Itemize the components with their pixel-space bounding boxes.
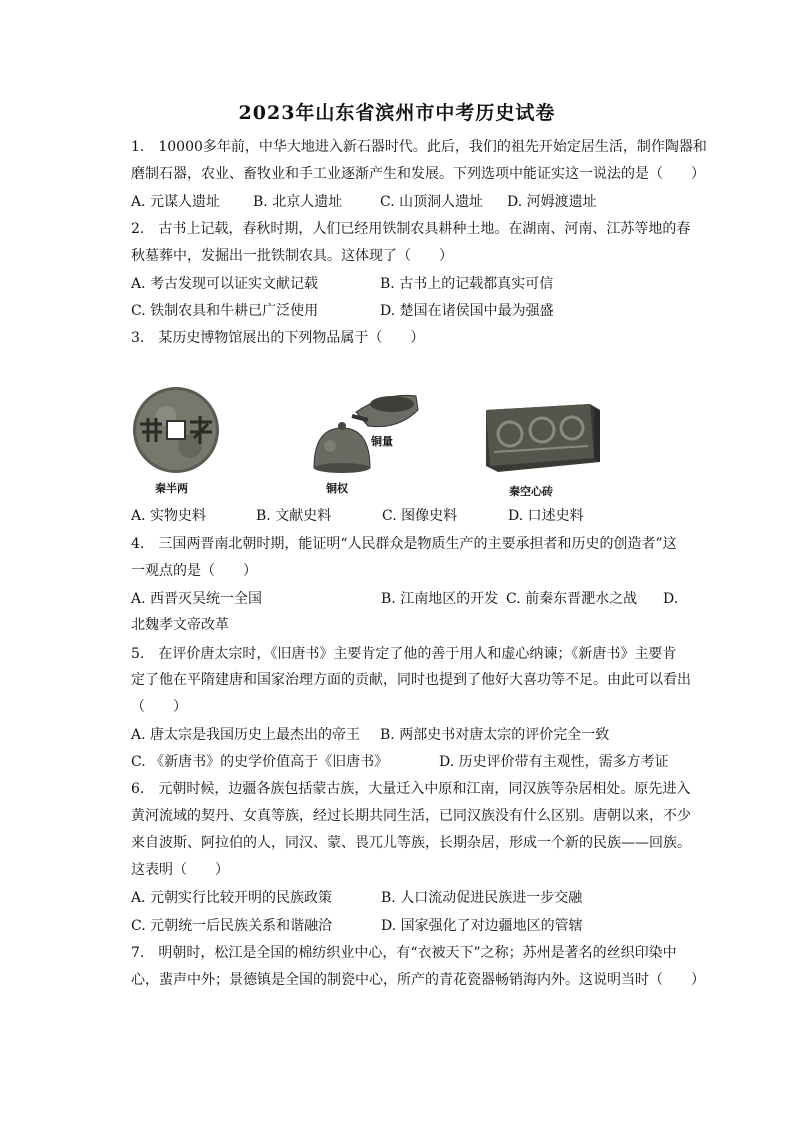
q4-option-b[interactable]: B. 江南地区的开发 xyxy=(381,591,499,607)
q6-option-a[interactable]: A. 元朝实行比较开明的民族政策 xyxy=(131,890,333,906)
q1-stem-line1: 1. 10000多年前，中华大地进入新石器时代。此后，我们的祖先开始定居生活，制作陶器和 xyxy=(131,139,707,155)
q1-option-d[interactable]: D. 河姆渡遗址 xyxy=(507,194,597,210)
q3-stem-line1: 3. 某历史博物馆展出的下列物品属于（ ） xyxy=(131,330,425,346)
q5-option-c[interactable]: C. 《新唐书》的史学价值高于《旧唐书》 xyxy=(131,754,389,770)
q4-option-d-letter[interactable]: D. xyxy=(663,591,679,607)
q1-option-b[interactable]: B. 北京人遗址 xyxy=(253,194,343,210)
q6-stem-line3: 来自波斯、阿拉伯的人，同汉、蒙、畏兀儿等族，长期杂居，形成一个新的民族——回族。 xyxy=(131,835,691,851)
q1-stem-line2: 磨制石器，农业、畜牧业和手工业逐渐产生和发展。下列选项中能证实这一说法的是（ ） xyxy=(131,166,705,182)
bronze-weight-measure-image xyxy=(306,390,424,482)
q5-option-a[interactable]: A. 唐太宗是我国历史上最杰出的帝王 xyxy=(131,727,361,743)
q2-option-c[interactable]: C. 铁制农具和牛耕已广泛使用 xyxy=(131,303,319,319)
q6-stem-line4: 这表明（ ） xyxy=(131,862,229,878)
qin-hollow-brick-image xyxy=(480,400,604,476)
caption-bronze-weight: 铜权 xyxy=(326,482,348,495)
q5-stem-line1: 5. 在评价唐太宗时，《旧唐书》主要肯定了他的善于用人和虚心纳谏；《新唐书》主要肯 xyxy=(131,646,677,662)
q5-stem-line2: 定了他在平隋建唐和国家治理方面的贡献，同时也提到了他好大喜功等不足。由此可以看出 xyxy=(131,672,691,688)
qin-banliang-coin-image xyxy=(128,386,228,478)
q7-stem-line1: 7. 明朝时，松江是全国的棉纺织业中心，有“衣被天下”之称；苏州是著名的丝织印染中 xyxy=(131,945,677,961)
q2-stem-line2: 秋墓葬中，发掘出一批铁制农具。这体现了（ ） xyxy=(131,248,453,264)
q3-option-d[interactable]: D. 口述史料 xyxy=(508,508,584,524)
q3-option-b[interactable]: B. 文献史料 xyxy=(256,508,332,524)
q1-option-c[interactable]: C. 山顶洞人遗址 xyxy=(380,194,484,210)
caption-bronze-measure: 铜量 xyxy=(371,435,393,448)
caption-qin-hollow-brick: 秦空心砖 xyxy=(509,485,553,498)
q4-option-d-text[interactable]: 北魏孝文帝改革 xyxy=(131,617,229,633)
q7-stem-line2: 心，蜚声中外；景德镇是全国的制瓷中心，所产的青花瓷器畅销海内外。这说明当时（ ） xyxy=(131,972,705,988)
q6-option-b[interactable]: B. 人口流动促进民族进一步交融 xyxy=(381,890,583,906)
q1-option-a[interactable]: A. 元谋人遗址 xyxy=(131,194,221,210)
q6-option-d[interactable]: D. 国家强化了对边疆地区的管辖 xyxy=(381,918,583,934)
q2-option-b[interactable]: B. 古书上的记载都真实可信 xyxy=(380,276,554,292)
q4-stem-line2: 一观点的是（ ） xyxy=(131,563,257,579)
q3-option-a[interactable]: A. 实物史料 xyxy=(131,508,207,524)
caption-qin-banliang: 秦半两 xyxy=(155,482,188,495)
q2-option-d[interactable]: D. 楚国在诸侯国中最为强盛 xyxy=(380,303,554,319)
page-title: 2023年山东省滨州市中考历史试卷 xyxy=(238,102,556,124)
q6-option-c[interactable]: C. 元朝统一后民族关系和谐融洽 xyxy=(131,918,333,934)
q5-option-b[interactable]: B. 两部史书对唐太宗的评价完全一致 xyxy=(380,727,610,743)
q6-stem-line2: 黄河流域的契丹、女真等族，经过长期共同生活，已同汉族没有什么区别。唐朝以来，不少 xyxy=(131,808,691,824)
q6-stem-line1: 6. 元朝时候，边疆各族包括蒙古族，大量迁入中原和江南，同汉族等杂居相处。原先进入 xyxy=(131,781,691,797)
q2-option-a[interactable]: A. 考古发现可以证实文献记载 xyxy=(131,276,319,292)
q4-option-a[interactable]: A. 西晋灭吴统一全国 xyxy=(131,591,263,607)
q4-option-c[interactable]: C. 前秦东晋淝水之战 xyxy=(506,591,638,607)
q3-option-c[interactable]: C. 图像史料 xyxy=(382,508,458,524)
q5-option-d[interactable]: D. 历史评价带有主观性，需多方考证 xyxy=(439,754,669,770)
q4-stem-line1: 4. 三国两晋南北朝时期，能证明“人民群众是物质生产的主要承担者和历史的创造者”这 xyxy=(131,536,677,552)
q2-stem-line1: 2. 古书上记载，春秋时期，人们已经用铁制农具耕种土地。在湖南、河南、江苏等地的春 xyxy=(131,221,691,237)
q5-stem-line3: （ ） xyxy=(131,699,187,715)
